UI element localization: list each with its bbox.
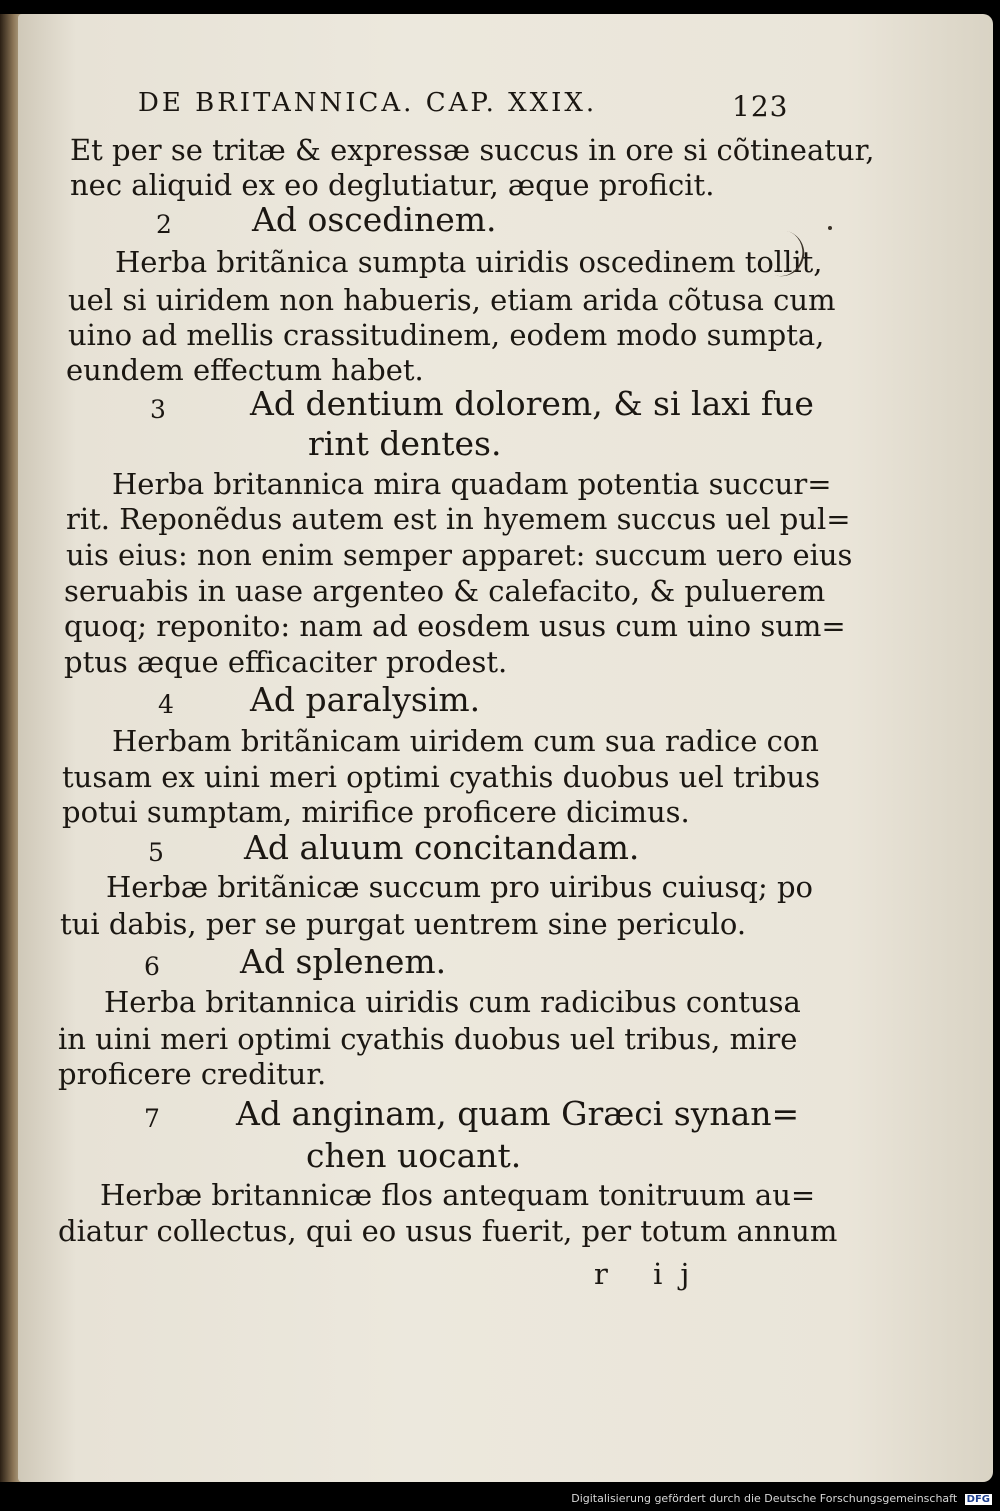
section-title-continued: rint dentes. (308, 424, 502, 463)
text-line: Herbam britãnicam uiridem cum sua radice con (112, 724, 819, 758)
text-line: Herba britannica uiridis cum radicibus contusa (104, 985, 801, 1019)
text-line: potui sumptam, mirifice proficere dicimus. (62, 795, 690, 829)
text-line: uel si uiridem non habueris, etiam arida cõtusa cum (68, 283, 836, 317)
text-line: Herba britannica mira quadam potentia succur= (112, 467, 832, 501)
text-line: uino ad mellis crassitudinem, eodem modo sumpta, (68, 318, 825, 352)
section-number: 5 (148, 838, 164, 867)
section-title: Ad dentium dolorem, & si laxi fue (250, 384, 814, 423)
text-line: quoq; reponito: nam ad eosdem usus cum uino sum= (64, 609, 846, 643)
section-title: Ad splenem. (240, 942, 447, 981)
text-line: Et per se tritæ & expressæ succus in ore si cõtineatur, (70, 133, 875, 167)
text-line: diatur collectus, qui eo usus fuerit, per totum annum (58, 1214, 838, 1248)
text-line: Herbæ britãnicæ succum pro uiribus cuiusq; po (106, 870, 813, 904)
text-line: Herbæ britannicæ flos antequam tonitruum au= (100, 1178, 816, 1212)
section-number: 3 (150, 395, 166, 424)
text-line: tusam ex uini meri optimi cyathis duobus uel tribus (62, 760, 820, 794)
text-line: nec aliquid ex eo deglutiatur, æque proficit. (70, 168, 715, 202)
dfg-logo: DFG (966, 1494, 990, 1505)
page-number: 123 (732, 90, 789, 123)
section-title: Ad aluum concitandam. (244, 828, 640, 867)
section-number: 6 (144, 952, 160, 981)
section-title: Ad oscedinem. (252, 200, 497, 239)
section-number: 2 (156, 210, 172, 239)
text-line: tui dabis, per se purgat uentrem sine periculo. (60, 907, 747, 941)
text-line: seruabis in uase argenteo & calefacito, & puluerem (64, 574, 826, 608)
running-title: DE BRITANNICA. CAP. XXIX. (138, 88, 598, 118)
section-number: 7 (144, 1104, 160, 1133)
text-line: eundem effectum habet. (66, 353, 424, 387)
section-title: Ad paralysim. (250, 680, 481, 719)
section-title-continued: chen uocant. (306, 1136, 522, 1175)
text-line: uis eius: non enim semper apparet: succum uero eius (66, 538, 853, 572)
digitization-credit (571, 1492, 992, 1505)
signature-mark: r ij (594, 1257, 708, 1291)
section-title: Ad anginam, quam Græci synan= (236, 1094, 800, 1133)
ink-dot (828, 226, 832, 230)
credit-text: Digitalisierung gefördert durch die Deutsche Forschungsgemeinschaft (571, 1492, 958, 1505)
text-line: Herba britãnica sumpta uiridis oscedinem tollit, (115, 245, 823, 279)
text-line: ptus æque efficaciter prodest. (64, 645, 508, 679)
section-number: 4 (158, 690, 174, 719)
text-line: rit. Reponẽdus autem est in hyemem succus uel pul= (66, 502, 851, 536)
text-line: in uini meri optimi cyathis duobus uel tribus, mire (58, 1022, 798, 1056)
text-line: proficere creditur. (58, 1057, 327, 1091)
